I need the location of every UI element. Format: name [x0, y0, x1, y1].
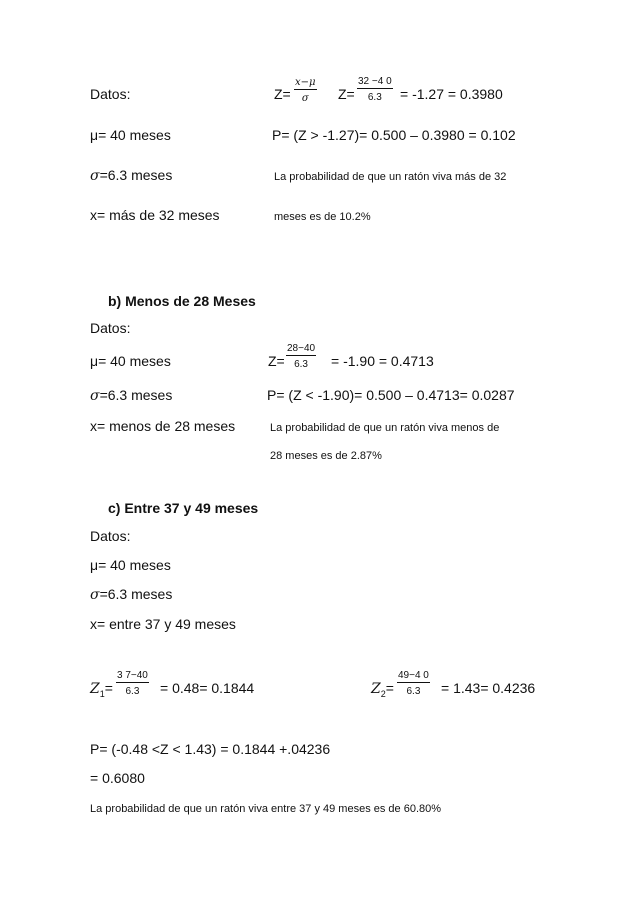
z-label-formula: Z=: [274, 86, 291, 102]
z2-fraction: [397, 670, 430, 697]
z-formula-numerator: x−μ: [295, 77, 316, 88]
z2-denominator: 6.3: [406, 686, 421, 697]
z-fraction-a: [357, 76, 393, 103]
datos-label-a: Datos:: [90, 86, 131, 102]
sigma-c: [90, 586, 172, 603]
z1-denominator: 6.3: [125, 686, 140, 697]
z1-numerator: 3 7−40: [117, 670, 148, 681]
sigma-symbol-c: σ: [90, 587, 100, 603]
z-label-b: Z=: [268, 353, 285, 369]
z2-numerator: 49−4 0: [398, 670, 429, 681]
heading-b: b) Menos de 28 Meses: [108, 293, 256, 309]
z1-fraction: [116, 670, 149, 697]
sigma-symbol-a: σ: [90, 168, 100, 184]
conclusion-a-line1: La probabilidad de que un ratón viva más de 32: [274, 171, 507, 183]
mu-c: μ= 40 meses: [90, 557, 171, 573]
datos-label-b: Datos:: [90, 320, 131, 336]
conclusion-b-line2: 28 meses es de 2.87%: [270, 450, 382, 462]
datos-label-c: Datos:: [90, 528, 131, 544]
conclusion-a-line2: meses es de 10.2%: [274, 211, 371, 223]
conclusion-c: La probabilidad de que un ratón viva entre 37 y 49 meses es de 60.80%: [90, 803, 442, 815]
sigma-symbol-b: σ: [90, 388, 100, 404]
probability-line-c: P= (-0.48 <Z < 1.43) = 0.1844 +.04236: [90, 741, 331, 757]
sigma-value-b: =6.3 meses: [99, 387, 173, 403]
z-denominator-b: 6.3: [294, 359, 308, 370]
z2-equals: =: [385, 680, 394, 696]
sigma-value-a: =6.3 meses: [99, 167, 173, 183]
z-formula-denominator: σ: [301, 93, 309, 104]
sigma-b: [90, 387, 172, 404]
x-a: x= más de 32 meses: [90, 207, 220, 223]
z2-label: [371, 680, 394, 699]
probability-line-b: P= (Z < -1.90)= 0.500 – 0.4713= 0.0287: [267, 387, 515, 403]
probability-line-a: P= (Z > -1.27)= 0.500 – 0.3980 = 0.102: [272, 127, 516, 143]
z2-result: = 1.43= 0.4236: [441, 680, 536, 696]
mu-a: μ= 40 meses: [90, 127, 171, 143]
sigma-value-c: =6.3 meses: [99, 586, 173, 602]
z2-subscript: 2: [380, 688, 386, 699]
heading-c: c) Entre 37 y 49 meses: [108, 500, 259, 516]
z-denominator-a: 6.3: [367, 92, 382, 103]
z2-variable: Z: [371, 681, 381, 697]
z-fraction-b: [286, 343, 316, 370]
z-formula-fraction: [294, 77, 317, 104]
z-numerator-b: 28−40: [287, 343, 316, 354]
z1-variable: Z: [90, 681, 100, 697]
z1-label: [90, 680, 113, 699]
z1-result: = 0.48= 0.1844: [160, 680, 255, 696]
z1-equals: =: [104, 680, 113, 696]
z-result-b: = -1.90 = 0.4713: [331, 353, 434, 369]
z1-subscript: 1: [99, 688, 105, 699]
x-b: x= menos de 28 meses: [90, 418, 236, 434]
mu-b: μ= 40 meses: [90, 353, 171, 369]
z-result-a: = -1.27 = 0.3980: [400, 86, 503, 102]
z-label-a: Z=: [338, 86, 355, 102]
z-numerator-a: 32 −4 0: [358, 76, 392, 87]
sigma-a: [90, 167, 172, 184]
total-c: = 0.6080: [90, 770, 145, 786]
x-c: x= entre 37 y 49 meses: [90, 616, 236, 632]
conclusion-b-line1: La probabilidad de que un ratón viva menos de: [270, 422, 500, 434]
